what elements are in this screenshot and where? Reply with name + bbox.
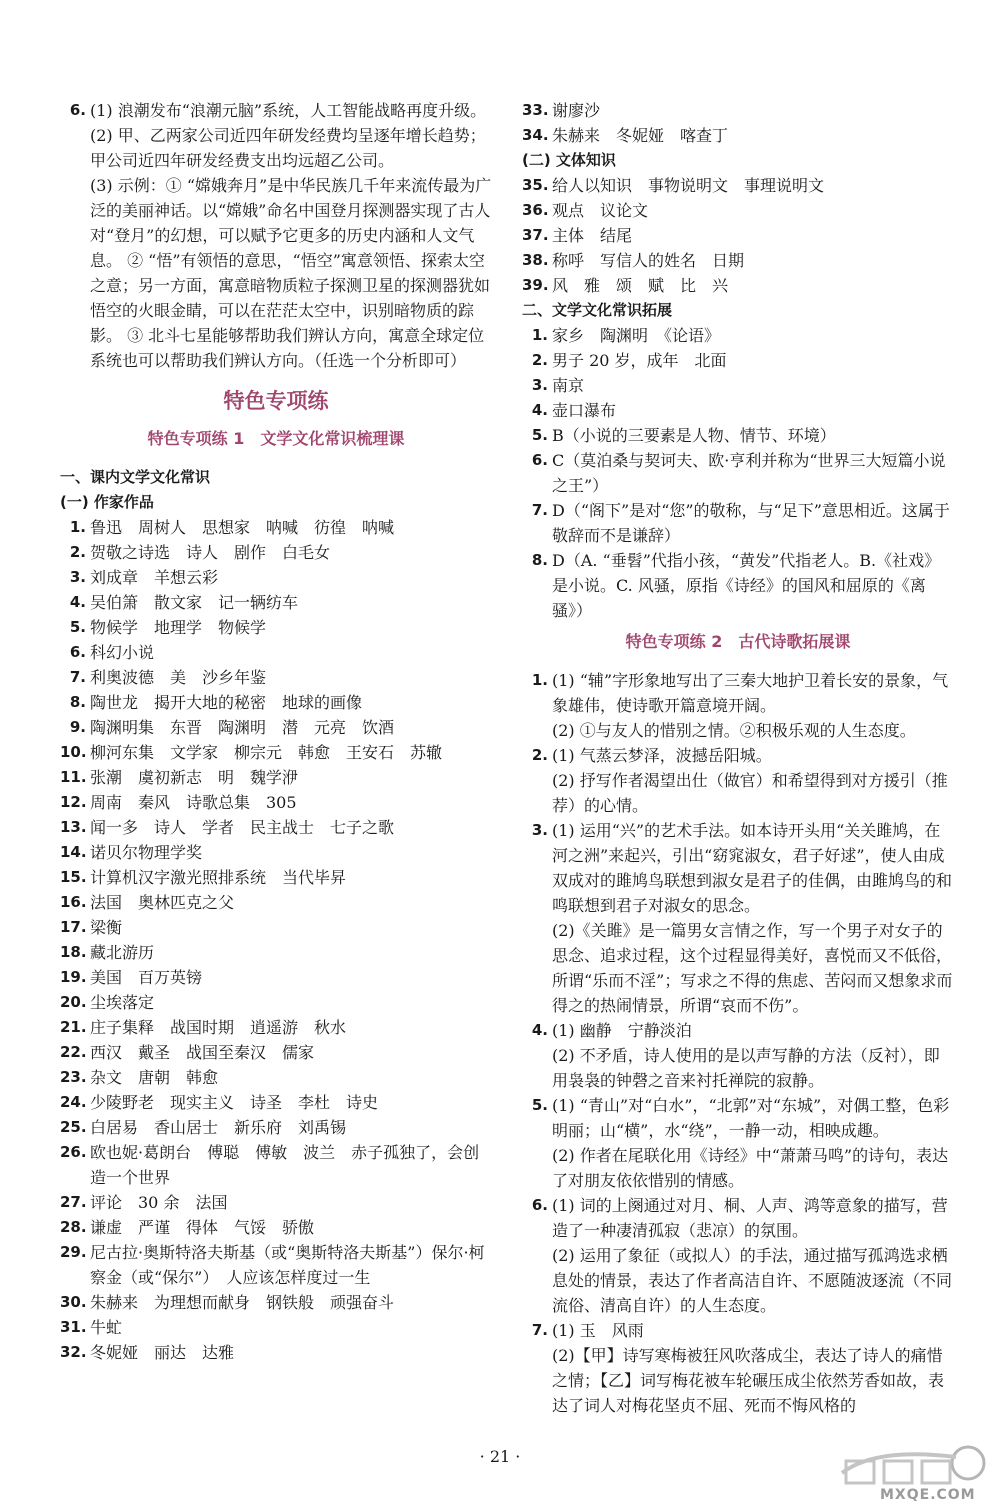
watermark-logo <box>836 1443 986 1505</box>
right-column <box>522 98 954 1418</box>
answer-item <box>60 940 492 965</box>
item-number: 18. <box>60 943 87 961</box>
answer-item <box>60 865 492 890</box>
item-text: 评论 30 余 法国 <box>90 1193 228 1212</box>
answer-item <box>60 1115 492 1140</box>
item-number: 16. <box>60 893 87 911</box>
section-heading: 二、文学文化常识拓展 <box>522 301 673 319</box>
item-number: 30. <box>60 1293 87 1311</box>
answer-item <box>60 890 492 915</box>
item-text: 诺贝尔物理学奖 <box>90 843 203 862</box>
item-text: 陶世龙 揭开大地的秘密 地球的画像 <box>90 693 363 712</box>
item-number: 17. <box>60 918 87 936</box>
item-number: 7. <box>69 668 86 686</box>
item-number: 6. <box>531 451 548 469</box>
item-text: 牛虻 <box>90 1318 123 1337</box>
answer-item <box>522 918 954 1018</box>
item-text: 冬妮娅 丽达 达雅 <box>90 1343 235 1362</box>
item-text: 陶渊明集 东晋 陶渊明 潜 元亮 饮酒 <box>90 718 395 737</box>
item-text: 鲁迅 周树人 思想家 呐喊 彷徨 呐喊 <box>90 518 395 537</box>
item-text: 朱赫来 冬妮娅 喀查丁 <box>552 126 729 145</box>
item-number: 29. <box>60 1243 87 1261</box>
answer-item <box>60 1040 492 1065</box>
item-text: (1) “青山”对“白水”，“北郭”对“东城”，对偶工整，色彩明丽；山“横”，水“绕”，一静一动，相映成趣。 <box>552 1096 950 1140</box>
item-number: 11. <box>60 768 87 786</box>
answer-item <box>522 1018 954 1043</box>
answer-item <box>60 173 492 373</box>
answer-item <box>60 1315 492 1340</box>
answer-item <box>522 423 954 448</box>
answer-item <box>60 915 492 940</box>
answer-item <box>522 323 954 348</box>
answer-item <box>522 1343 954 1418</box>
item-text: 闻一多 诗人 学者 民主战士 七子之歌 <box>90 818 395 837</box>
item-text: 尘埃落定 <box>90 993 155 1012</box>
answer-item <box>522 1043 954 1093</box>
answer-item <box>60 1190 492 1215</box>
answer-item <box>522 273 954 298</box>
item-text: 男子 20 岁，成年 北面 <box>552 351 727 370</box>
answer-item <box>60 98 492 123</box>
item-number: 2. <box>69 543 86 561</box>
answer-item <box>522 1193 954 1243</box>
item-text: 欧也妮·葛朗台 傅聪 傅敏 波兰 赤子孤独了，会创造一个世界 <box>90 1143 480 1187</box>
answer-item <box>522 1318 954 1343</box>
answer-item <box>522 398 954 423</box>
answer-item <box>522 173 954 198</box>
answer-item <box>60 1090 492 1115</box>
item-number: 7. <box>531 501 548 519</box>
item-text: 壶口瀑布 <box>552 401 617 420</box>
item-text: 利奥波德 美 沙乡年鉴 <box>90 668 267 687</box>
item-number: 9. <box>69 718 86 736</box>
item-text: (1) “辅”字形象地写出了三秦大地护卫着长安的景象，气象雄伟，使诗歌开篇意境开阔。 <box>552 671 949 715</box>
item-number: 2. <box>531 351 548 369</box>
item-number: 1. <box>531 326 548 344</box>
item-number: 5. <box>531 426 548 444</box>
left-column <box>60 98 492 1365</box>
answer-item <box>60 790 492 815</box>
item-text: 张潮 虞初新志 明 魏学洢 <box>90 768 299 787</box>
answer-item <box>60 1340 492 1365</box>
item-number: 7. <box>531 1321 548 1339</box>
item-number: 5. <box>69 618 86 636</box>
answer-item <box>60 990 492 1015</box>
answer-item <box>522 248 954 273</box>
item-text: (2) 不矛盾，诗人使用的是以声写静的方法（反衬），即用袅袅的钟磬之音来衬托禅院的寂静。 <box>552 1046 940 1090</box>
answer-item <box>60 740 492 765</box>
item-text: 藏北游历 <box>90 943 155 962</box>
item-text: (2)【甲】诗写寒梅被狂风吹落成尘，表达了诗人的痛惜之情；【乙】词写梅花被车轮碾压成尘依然芳香如故，表达了词人对梅花坚贞不屈、死而不悔风格的 <box>552 1346 945 1415</box>
item-text: 称呼 写信人的姓名 日期 <box>552 251 745 270</box>
item-text: 谢廖沙 <box>552 101 601 120</box>
answer-item <box>60 690 492 715</box>
item-number: 39. <box>522 276 549 294</box>
item-number: 36. <box>522 201 549 219</box>
item-text: (2) 运用了象征（或拟人）的手法，通过描写孤鸿选求栖息处的情景，表达了作者高洁自许、不愿随波逐流（不同流俗、清高自许）的人生态度。 <box>552 1246 953 1315</box>
item-number: 21. <box>60 1018 87 1036</box>
item-text: 给人以知识 事物说明文 事理说明文 <box>552 176 825 195</box>
answer-item <box>60 1140 492 1190</box>
item-number: 8. <box>69 693 86 711</box>
section-heading: (二) 文体知识 <box>522 151 616 169</box>
answer-item <box>522 818 954 918</box>
item-number: 33. <box>522 101 549 119</box>
item-number: 6. <box>69 643 86 661</box>
item-text: 尼古拉·奥斯特洛夫斯基（或“奥斯特洛夫斯基”）保尔·柯察金（或“保尔”） 人应该怎样度过一生 <box>90 1243 485 1287</box>
answer-item <box>522 223 954 248</box>
item-text: 杂文 唐朝 韩愈 <box>90 1068 219 1087</box>
item-number: 25. <box>60 1118 87 1136</box>
item-number: 20. <box>60 993 87 1011</box>
answer-item <box>60 615 492 640</box>
item-number: 28. <box>60 1218 87 1236</box>
item-text: (2)《关雎》是一篇男女言情之作，写一个男子对女子的思念、追求过程，这个过程显得美好，喜悦而又不低俗，所谓“乐而不淫”；写求之不得的焦虑、苦闷而又想象求而得之的热闹情景，所谓“哀而不伤”。 <box>552 921 953 1015</box>
item-number: 4. <box>69 593 86 611</box>
item-text: (1) 浪潮发布“浪潮元脑”系统，人工智能战略再度升级。 <box>90 101 487 120</box>
item-number: 34. <box>522 126 549 144</box>
watermark-site: MXQE.COM <box>880 1487 976 1503</box>
page-number: · 21 · <box>479 1447 521 1466</box>
item-text: C（莫泊桑与契诃夫、欧·亨利并称为“世界三大短篇小说之王”） <box>552 451 946 495</box>
answer-item <box>60 590 492 615</box>
item-text: (2) 作者在尾联化用《诗经》中“萧萧马鸣”的诗句，表达了对朋友依依惜别的情感。 <box>552 1146 949 1190</box>
item-number: 6. <box>531 1196 548 1214</box>
item-number: 12. <box>60 793 87 811</box>
item-text: 谦虚 严谨 得体 气馁 骄傲 <box>90 1218 315 1237</box>
answer-item <box>522 1093 954 1143</box>
item-text: (1) 气蒸云梦泽，波撼岳阳城。 <box>552 746 772 765</box>
item-text: D（A. “垂髫”代指小孩，“黄发”代指老人。B.《社戏》是小说。C. 风骚，原指《诗经》的国风和屈原的《离骚》） <box>552 551 941 620</box>
item-number: 8. <box>531 551 548 569</box>
item-text: (2) 甲、乙两家公司近四年研发经费均呈逐年增长趋势；甲公司近四年研发经费支出均远超乙公司。 <box>90 126 486 170</box>
item-number: 4. <box>531 401 548 419</box>
item-text: 西汉 戴圣 战国至秦汉 儒家 <box>90 1043 315 1062</box>
item-text: (1) 玉 风雨 <box>552 1321 644 1340</box>
item-number: 1. <box>531 671 548 689</box>
answer-item <box>522 548 954 623</box>
answer-item <box>60 840 492 865</box>
item-text: (1) 词的上阕通过对月、桐、人声、鸿等意象的描写，营造了一种凄清孤寂（悲凉）的氛围。 <box>552 1196 948 1240</box>
item-text: 梁衡 <box>90 918 123 937</box>
answer-item <box>60 1240 492 1290</box>
item-text: (2) 抒写作者渴望出仕（做官）和希望得到对方援引（推荐）的心情。 <box>552 771 948 815</box>
answer-item <box>60 1015 492 1040</box>
item-text: (2) ①与友人的惜别之情。②积极乐观的人生态度。 <box>552 721 916 740</box>
answer-item <box>60 565 492 590</box>
item-number: 2. <box>531 746 548 764</box>
item-number: 13. <box>60 818 87 836</box>
item-number: 19. <box>60 968 87 986</box>
item-text: 美国 百万英镑 <box>90 968 203 987</box>
item-number: 4. <box>531 1021 548 1039</box>
answer-item <box>522 348 954 373</box>
answer-item <box>522 743 954 768</box>
item-number: 23. <box>60 1068 87 1086</box>
item-text: 庄子集释 战国时期 逍遥游 秋水 <box>90 1018 347 1037</box>
answer-item <box>522 1243 954 1318</box>
item-text: (3) 示例：① “嫦娥奔月”是中华民族几千年来流传最为广泛的美丽神话。以“嫦娥”命名中国登月探测器实现了古人对“登月”的幻想，可以赋予它更多的历史内涵和人文气息。 ② “悟”有领悟的意思，“悟空”寓意领悟、探索太空之意；另一方面，寓意暗物质粒子探测卫星的探测器犹如悟空的火眼金睛，可以在茫茫太空中，识别暗物质的踪影。 ③ 北斗七星能够帮助我们辨认方向，寓意全球定位系统也可以帮助我们辨认方向。（任选一个分析即可） <box>90 176 492 370</box>
item-number: 32. <box>60 1343 87 1361</box>
exercise-title: 特色专项练 2 古代诗歌拓展课 <box>625 632 851 651</box>
item-number: 37. <box>522 226 549 244</box>
item-text: (1) 幽静 宁静淡泊 <box>552 1021 692 1040</box>
item-text: 刘成章 羊想云彩 <box>90 568 219 587</box>
item-text: 朱赫来 为理想而献身 钢铁般 顽强奋斗 <box>90 1293 395 1312</box>
answer-item <box>522 718 954 743</box>
item-text: 主体 结尾 <box>552 226 633 245</box>
item-number: 22. <box>60 1043 87 1061</box>
item-number: 27. <box>60 1193 87 1211</box>
item-number: 6. <box>69 101 86 119</box>
item-text: 风 雅 颂 赋 比 兴 <box>552 276 729 295</box>
item-text: 计算机汉字激光照排系统 当代毕昇 <box>90 868 347 887</box>
item-text: 法国 奥林匹克之父 <box>90 893 235 912</box>
item-text: 周南 秦风 诗歌总集 305 <box>90 793 297 812</box>
item-number: 15. <box>60 868 87 886</box>
item-number: 31. <box>60 1318 87 1336</box>
exercise-title: 特色专项练 1 文学文化常识梳理课 <box>147 429 405 448</box>
item-text: 少陵野老 现实主义 诗圣 李杜 诗史 <box>90 1093 379 1112</box>
answer-item <box>522 98 954 123</box>
item-text: 白居易 香山居士 新乐府 刘禹锡 <box>90 1118 347 1137</box>
answer-item <box>522 498 954 548</box>
answer-item <box>60 765 492 790</box>
item-number: 5. <box>531 1096 548 1114</box>
answer-item <box>522 1143 954 1193</box>
item-number: 26. <box>60 1143 87 1161</box>
answer-item <box>60 515 492 540</box>
answer-item <box>60 640 492 665</box>
item-number: 3. <box>531 821 548 839</box>
item-number: 14. <box>60 843 87 861</box>
item-text: 科幻小说 <box>90 643 155 662</box>
item-text: 家乡 陶渊明 《论语》 <box>552 326 721 345</box>
answer-item <box>522 768 954 818</box>
answer-item <box>60 540 492 565</box>
item-number: 24. <box>60 1093 87 1111</box>
answer-item <box>522 123 954 148</box>
answer-item <box>522 198 954 223</box>
item-number: 3. <box>69 568 86 586</box>
answer-item <box>60 665 492 690</box>
item-text: (1) 运用“兴”的艺术手法。如本诗开头用“关关雎鸠，在河之洲”来起兴，引出“窈窕淑女，君子好逑”，使人由成双成对的雎鸠鸟联想到淑女是君子的佳偶，由雎鸠鸟的和鸣联想到君子对淑女的思念。 <box>552 821 953 915</box>
item-text: B（小说的三要素是人物、情节、环境） <box>552 426 836 445</box>
answer-item <box>522 668 954 718</box>
item-number: 38. <box>522 251 549 269</box>
answer-item <box>60 1290 492 1315</box>
item-text: 贺敬之诗选 诗人 剧作 白毛女 <box>90 543 331 562</box>
answer-item <box>60 715 492 740</box>
item-text: 南京 <box>552 376 585 395</box>
item-text: 物候学 地理学 物候学 <box>90 618 267 637</box>
item-text: 柳河东集 文学家 柳宗元 韩愈 王安石 苏辙 <box>90 743 443 762</box>
item-number: 35. <box>522 176 549 194</box>
item-text: D（“阁下”是对“您”的敬称，与“足下”意思相近。这属于敬辞而不是谦辞） <box>552 501 950 545</box>
answer-item <box>522 373 954 398</box>
item-text: 观点 议论文 <box>552 201 649 220</box>
section-title: 特色专项练 <box>223 389 329 413</box>
answer-item <box>60 815 492 840</box>
answer-item <box>60 1065 492 1090</box>
answer-item <box>60 965 492 990</box>
answer-item <box>60 123 492 173</box>
section-heading: 一、课内文学文化常识 <box>60 468 211 486</box>
item-text: 吴伯箫 散文家 记一辆纺车 <box>90 593 299 612</box>
answer-item <box>522 448 954 498</box>
item-number: 1. <box>69 518 86 536</box>
answer-item <box>60 1215 492 1240</box>
item-number: 10. <box>60 743 87 761</box>
section-heading: (一) 作家作品 <box>60 493 154 511</box>
item-number: 3. <box>531 376 548 394</box>
